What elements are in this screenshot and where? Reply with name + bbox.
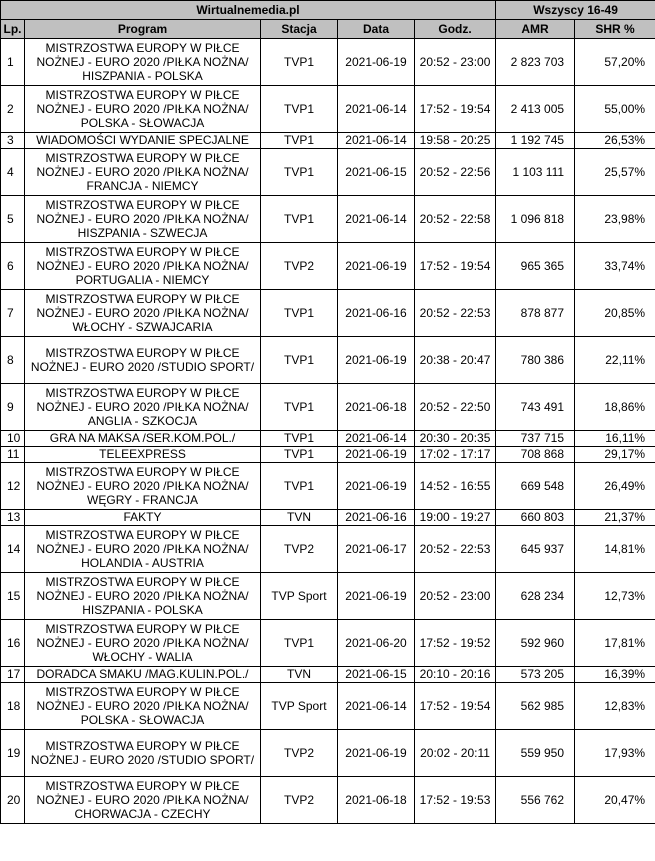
cell-amr: 780 386 — [496, 337, 575, 384]
cell-godz: 17:52 - 19:54 — [415, 243, 496, 290]
cell-shr: 26,53% — [575, 133, 655, 149]
cell-shr: 22,11% — [575, 337, 655, 384]
cell-program — [25, 667, 261, 683]
target-group-title: Wszyscy 16-49 — [496, 1, 655, 20]
cell-godz: 14:52 - 16:55 — [415, 463, 496, 510]
cell-amr: 573 205 — [496, 667, 575, 683]
cell-stacja: TVP1 — [261, 620, 338, 667]
cell-amr: 592 960 — [496, 620, 575, 667]
cell-data: 2021-06-19 — [338, 39, 415, 86]
cell-godz: 17:52 - 19:54 — [415, 683, 496, 730]
program-line: NOŻNEJ - EURO 2020 /PIŁKA NOŻNA/ — [36, 793, 249, 807]
program-line: MISTRZOSTWA EUROPY W PIŁCE — [45, 528, 240, 542]
cell-shr: 55,00% — [575, 86, 655, 133]
cell-program — [25, 133, 261, 149]
program-line: POLSKA - SŁOWACJA — [80, 713, 205, 727]
cell-program — [25, 447, 261, 463]
cell-shr: 20,47% — [575, 777, 655, 824]
cell-lp: 5 — [1, 196, 25, 243]
cell-godz: 20:52 - 22:53 — [415, 290, 496, 337]
table-row — [1, 431, 655, 447]
cell-program — [25, 620, 261, 667]
program-line: MISTRZOSTWA EUROPY W PIŁCE — [45, 151, 240, 165]
program-line: NOŻNEJ - EURO 2020 /PIŁKA NOŻNA/ — [36, 55, 249, 69]
cell-lp: 10 — [1, 431, 25, 447]
table-row — [1, 526, 655, 573]
column-header-data: Data — [338, 20, 415, 39]
cell-program — [25, 526, 261, 573]
table-row — [1, 683, 655, 730]
cell-godz: 19:58 - 20:25 — [415, 133, 496, 149]
cell-amr: 878 877 — [496, 290, 575, 337]
cell-data: 2021-06-14 — [338, 86, 415, 133]
table-row — [1, 510, 655, 526]
table-row — [1, 337, 655, 384]
cell-program — [25, 730, 261, 777]
cell-godz: 20:52 - 22:58 — [415, 196, 496, 243]
program-line: NOŻNEJ - EURO 2020 /PIŁKA NOŻNA/ — [36, 102, 249, 116]
cell-godz: 20:10 - 20:16 — [415, 667, 496, 683]
cell-godz: 20:52 - 23:00 — [415, 39, 496, 86]
program-line: POLSKA - SŁOWACJA — [80, 116, 205, 130]
program-line: NOŻNEJ - EURO 2020 /PIŁKA NOŻNA/ — [36, 400, 249, 414]
table-body — [1, 39, 655, 824]
cell-amr: 965 365 — [496, 243, 575, 290]
program-line: HISZPANIA - POLSKA — [82, 69, 203, 83]
cell-godz: 17:52 - 19:54 — [415, 86, 496, 133]
cell-program — [25, 463, 261, 510]
program-line: ANGLIA - SZKOCJA — [87, 414, 198, 428]
table-row — [1, 39, 655, 86]
program-line: NOŻNEJ - EURO 2020 /PIŁKA NOŻNA/ — [36, 306, 249, 320]
cell-godz: 20:52 - 22:50 — [415, 384, 496, 431]
cell-stacja: TVP Sport — [261, 573, 338, 620]
cell-amr: 559 950 — [496, 730, 575, 777]
cell-amr: 556 762 — [496, 777, 575, 824]
cell-data: 2021-06-16 — [338, 290, 415, 337]
cell-shr: 26,49% — [575, 463, 655, 510]
table-row — [1, 384, 655, 431]
cell-stacja: TVP1 — [261, 384, 338, 431]
cell-godz: 20:30 - 20:35 — [415, 431, 496, 447]
cell-stacja: TVP1 — [261, 133, 338, 149]
cell-data: 2021-06-18 — [338, 777, 415, 824]
cell-shr: 57,20% — [575, 39, 655, 86]
cell-stacja: TVP1 — [261, 86, 338, 133]
cell-program — [25, 290, 261, 337]
program-line: HISZPANIA - SZWECJA — [77, 226, 208, 240]
cell-godz: 17:52 - 19:52 — [415, 620, 496, 667]
cell-amr: 1 192 745 — [496, 133, 575, 149]
cell-godz: 20:52 - 22:56 — [415, 149, 496, 196]
cell-amr: 743 491 — [496, 384, 575, 431]
program-line: FRANCJA - NIEMCY — [86, 179, 199, 193]
cell-data: 2021-06-19 — [338, 463, 415, 510]
cell-stacja: TVN — [261, 667, 338, 683]
cell-stacja: TVP2 — [261, 777, 338, 824]
cell-program — [25, 149, 261, 196]
table-row — [1, 86, 655, 133]
cell-data: 2021-06-16 — [338, 510, 415, 526]
cell-lp: 14 — [1, 526, 25, 573]
program-line: WŁOCHY - WALIA — [92, 650, 193, 664]
cell-program — [25, 243, 261, 290]
cell-amr: 645 937 — [496, 526, 575, 573]
program-line: WIADOMOŚCI WYDANIE SPECJALNE — [36, 133, 249, 147]
program-line: MISTRZOSTWA EUROPY W PIŁCE — [45, 779, 240, 793]
cell-stacja: TVP1 — [261, 431, 338, 447]
program-line: MISTRZOSTWA EUROPY W PIŁCE — [45, 386, 240, 400]
cell-data: 2021-06-19 — [338, 243, 415, 290]
cell-shr: 21,37% — [575, 510, 655, 526]
program-line: NOŻNEJ - EURO 2020 /PIŁKA NOŻNA/ — [36, 165, 249, 179]
cell-lp: 3 — [1, 133, 25, 149]
table-row — [1, 620, 655, 667]
cell-lp: 2 — [1, 86, 25, 133]
cell-stacja: TVN — [261, 510, 338, 526]
cell-program — [25, 510, 261, 526]
cell-data: 2021-06-15 — [338, 667, 415, 683]
program-line: MISTRZOSTWA EUROPY W PIŁCE — [45, 575, 240, 589]
cell-shr: 17,81% — [575, 620, 655, 667]
program-line: HISZPANIA - POLSKA — [82, 603, 203, 617]
cell-data: 2021-06-19 — [338, 337, 415, 384]
cell-godz: 19:00 - 19:27 — [415, 510, 496, 526]
cell-stacja: TVP2 — [261, 730, 338, 777]
program-line: MISTRZOSTWA EUROPY W PIŁCE — [45, 245, 240, 259]
program-line: GRA NA MAKSA /SER.KOM.POL./ — [49, 431, 236, 445]
cell-lp: 7 — [1, 290, 25, 337]
cell-data: 2021-06-14 — [338, 431, 415, 447]
cell-stacja: TVP1 — [261, 290, 338, 337]
program-line: PORTUGALIA - NIEMCY — [75, 273, 210, 287]
program-line: MISTRZOSTWA EUROPY W PIŁCE — [45, 292, 240, 306]
program-line: NOŻNEJ - EURO 2020 /PIŁKA NOŻNA/ — [36, 259, 249, 273]
cell-lp: 1 — [1, 39, 25, 86]
cell-lp: 17 — [1, 667, 25, 683]
cell-godz: 17:02 - 17:17 — [415, 447, 496, 463]
column-header-program: Program — [25, 20, 261, 39]
cell-stacja: TVP1 — [261, 337, 338, 384]
cell-lp: 11 — [1, 447, 25, 463]
cell-amr: 628 234 — [496, 573, 575, 620]
program-line: WŁOCHY - SZWAJCARIA — [72, 320, 213, 334]
cell-shr: 23,98% — [575, 196, 655, 243]
source-title: Wirtualnemedia.pl — [1, 1, 496, 20]
program-line: MISTRZOSTWA EUROPY W PIŁCE — [45, 685, 240, 699]
cell-stacja: TVP2 — [261, 243, 338, 290]
cell-program — [25, 777, 261, 824]
cell-data: 2021-06-14 — [338, 133, 415, 149]
cell-data: 2021-06-17 — [338, 526, 415, 573]
program-line: MISTRZOSTWA EUROPY W PIŁCE — [45, 198, 240, 212]
program-line: MISTRZOSTWA EUROPY W PIŁCE — [45, 739, 240, 753]
cell-stacja: TVP2 — [261, 526, 338, 573]
program-line: HOLANDIA - AUSTRIA — [81, 556, 204, 570]
cell-lp: 15 — [1, 573, 25, 620]
program-line: NOŻNEJ - EURO 2020 /PIŁKA NOŻNA/ — [36, 589, 249, 603]
cell-stacja: TVP1 — [261, 39, 338, 86]
cell-program — [25, 573, 261, 620]
cell-stacja: TVP1 — [261, 463, 338, 510]
program-line: CHORWACJA - CZECHY — [74, 807, 211, 821]
cell-lp: 9 — [1, 384, 25, 431]
table-row — [1, 667, 655, 683]
cell-amr: 737 715 — [496, 431, 575, 447]
cell-data: 2021-06-14 — [338, 196, 415, 243]
cell-shr: 25,57% — [575, 149, 655, 196]
cell-program — [25, 337, 261, 384]
cell-data: 2021-06-19 — [338, 730, 415, 777]
cell-stacja: TVP1 — [261, 447, 338, 463]
table-row — [1, 777, 655, 824]
cell-lp: 19 — [1, 730, 25, 777]
cell-godz: 20:38 - 20:47 — [415, 337, 496, 384]
table-row — [1, 243, 655, 290]
program-line: NOŻNEJ - EURO 2020 /PIŁKA NOŻNA/ — [36, 636, 249, 650]
program-line: MISTRZOSTWA EUROPY W PIŁCE — [45, 88, 240, 102]
cell-lp: 8 — [1, 337, 25, 384]
column-header-stacja: Stacja — [261, 20, 338, 39]
cell-amr: 708 868 — [496, 447, 575, 463]
cell-shr: 33,74% — [575, 243, 655, 290]
cell-data: 2021-06-18 — [338, 384, 415, 431]
table-row — [1, 447, 655, 463]
cell-program — [25, 86, 261, 133]
column-header-godz: Godz. — [415, 20, 496, 39]
program-line: MISTRZOSTWA EUROPY W PIŁCE — [45, 346, 240, 360]
cell-lp: 18 — [1, 683, 25, 730]
cell-program — [25, 39, 261, 86]
cell-amr: 1 103 111 — [496, 149, 575, 196]
cell-shr: 17,93% — [575, 730, 655, 777]
cell-lp: 4 — [1, 149, 25, 196]
program-line: MISTRZOSTWA EUROPY W PIŁCE — [45, 41, 240, 55]
cell-data: 2021-06-19 — [338, 447, 415, 463]
program-line: NOŻNEJ - EURO 2020 /STUDIO SPORT/ — [30, 753, 255, 767]
cell-lp: 12 — [1, 463, 25, 510]
cell-stacja: TVP1 — [261, 149, 338, 196]
table-row — [1, 149, 655, 196]
cell-godz: 17:52 - 19:53 — [415, 777, 496, 824]
program-line: NOŻNEJ - EURO 2020 /PIŁKA NOŻNA/ — [36, 542, 249, 556]
program-line: NOŻNEJ - EURO 2020 /STUDIO SPORT/ — [30, 360, 255, 374]
cell-amr: 1 096 818 — [496, 196, 575, 243]
cell-data: 2021-06-14 — [338, 683, 415, 730]
table-row — [1, 133, 655, 149]
table-row — [1, 573, 655, 620]
cell-program — [25, 384, 261, 431]
cell-data: 2021-06-20 — [338, 620, 415, 667]
cell-shr: 12,83% — [575, 683, 655, 730]
column-header-lp: Lp. — [1, 20, 25, 39]
cell-lp: 13 — [1, 510, 25, 526]
table-row — [1, 463, 655, 510]
program-line: NOŻNEJ - EURO 2020 /PIŁKA NOŻNA/ — [36, 212, 249, 226]
cell-data: 2021-06-15 — [338, 149, 415, 196]
table-row — [1, 290, 655, 337]
cell-shr: 12,73% — [575, 573, 655, 620]
cell-amr: 669 548 — [496, 463, 575, 510]
cell-shr: 16,39% — [575, 667, 655, 683]
cell-lp: 20 — [1, 777, 25, 824]
program-line: NOŻNEJ - EURO 2020 /PIŁKA NOŻNA/ — [36, 699, 249, 713]
cell-data: 2021-06-19 — [338, 573, 415, 620]
cell-amr: 660 803 — [496, 510, 575, 526]
program-line: MISTRZOSTWA EUROPY W PIŁCE — [45, 622, 240, 636]
table-row — [1, 196, 655, 243]
cell-amr: 2 823 703 — [496, 39, 575, 86]
table-row — [1, 730, 655, 777]
program-line: DORADCA SMAKU /MAG.KULIN.POL./ — [36, 667, 249, 681]
cell-shr: 16,11% — [575, 431, 655, 447]
cell-amr: 2 413 005 — [496, 86, 575, 133]
cell-shr: 14,81% — [575, 526, 655, 573]
cell-amr: 562 985 — [496, 683, 575, 730]
cell-lp: 6 — [1, 243, 25, 290]
cell-program — [25, 683, 261, 730]
cell-shr: 20,85% — [575, 290, 655, 337]
column-header-amr: AMR — [496, 20, 575, 39]
cell-program — [25, 196, 261, 243]
program-line: MISTRZOSTWA EUROPY W PIŁCE — [45, 465, 240, 479]
cell-godz: 20:52 - 22:53 — [415, 526, 496, 573]
cell-program — [25, 431, 261, 447]
cell-godz: 20:02 - 20:11 — [415, 730, 496, 777]
column-header-row — [1, 20, 655, 39]
program-line: WĘGRY - FRANCJA — [87, 493, 198, 507]
cell-stacja: TVP1 — [261, 196, 338, 243]
cell-shr: 18,86% — [575, 384, 655, 431]
program-line: FAKTY — [123, 510, 162, 524]
cell-lp: 16 — [1, 620, 25, 667]
cell-shr: 29,17% — [575, 447, 655, 463]
cell-godz: 20:52 - 23:00 — [415, 573, 496, 620]
column-header-shr: SHR % — [575, 20, 655, 39]
source-header-row — [1, 1, 655, 20]
program-line: TELEEXPRESS — [99, 447, 186, 461]
cell-stacja: TVP Sport — [261, 683, 338, 730]
program-line: NOŻNEJ - EURO 2020 /PIŁKA NOŻNA/ — [36, 479, 249, 493]
